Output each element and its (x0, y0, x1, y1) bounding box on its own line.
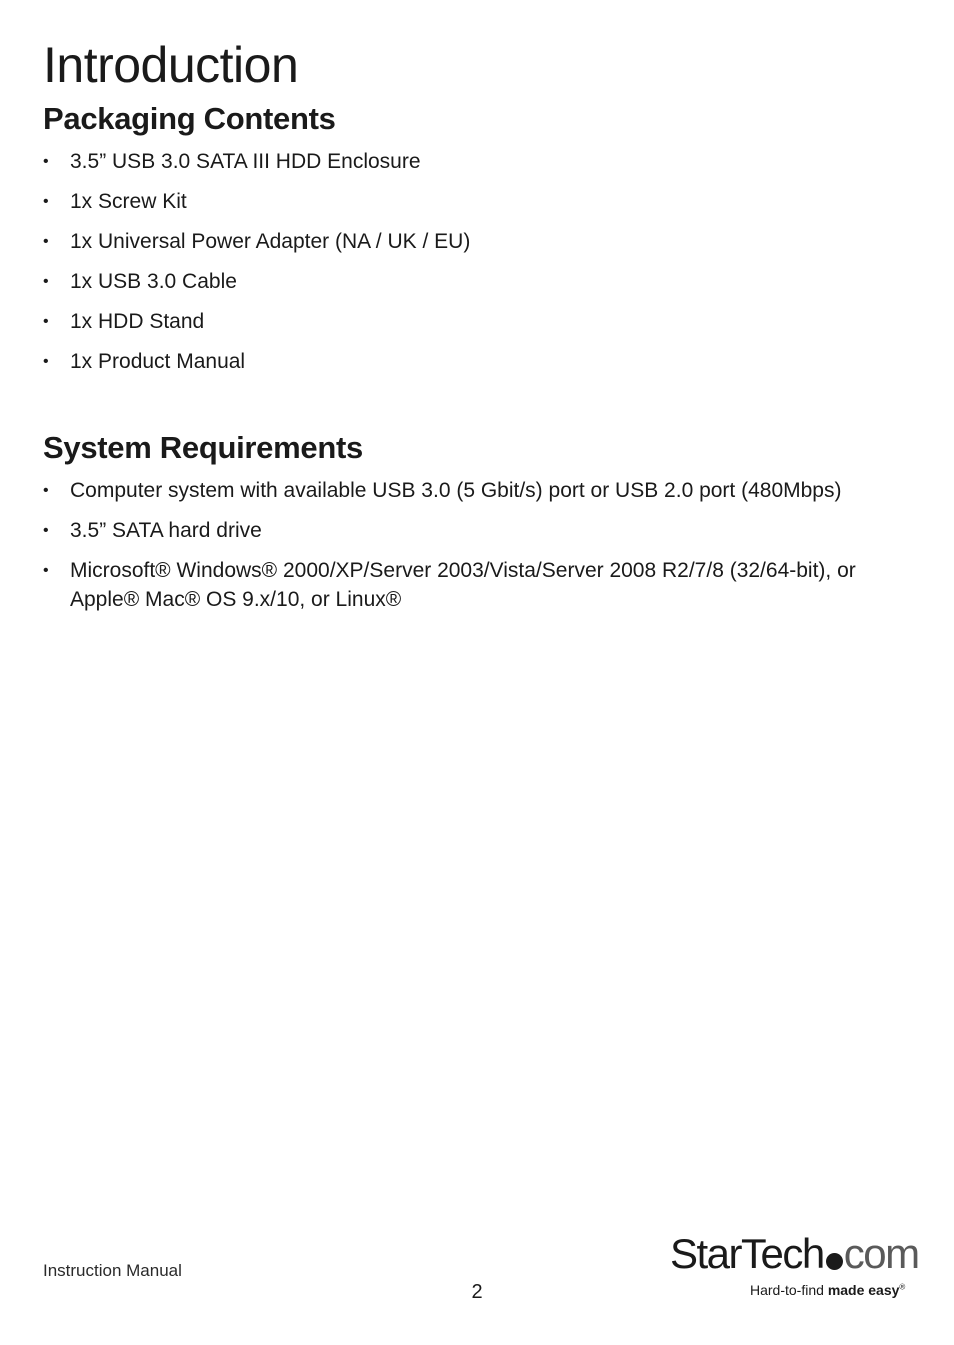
tagline-light: Hard-to-find (750, 1282, 824, 1298)
list-item (43, 516, 923, 545)
list-item (43, 227, 923, 256)
tagline-mark: ® (899, 1282, 906, 1292)
bullet-icon: • (43, 313, 49, 330)
list-item-text: 3.5” SATA hard drive (70, 519, 262, 542)
list-item-text: Microsoft® Windows® 2000/XP/Server 2003/Vista/Server 2008 R2/7/8 (32/64-bit), or Apple® Mac® OS 9.x/10, or Linux® (70, 559, 856, 611)
list-item-text: 1x HDD Stand (70, 310, 205, 333)
page-number: 2 (471, 1281, 483, 1303)
bullet-icon: • (43, 233, 49, 250)
logo-brand-left: StarTech (670, 1230, 824, 1277)
list-item (43, 267, 923, 296)
bullet-icon: • (43, 353, 49, 370)
list-item-text: 3.5” USB 3.0 SATA III HDD Enclosure (70, 150, 421, 173)
logo-tagline (750, 1282, 905, 1298)
list-item (43, 476, 923, 505)
startech-logo (670, 1228, 919, 1308)
bullet-icon: • (43, 273, 49, 290)
bullet-icon: • (43, 193, 49, 210)
tagline-bold: made easy (827, 1282, 900, 1298)
list-item-text: 1x USB 3.0 Cable (70, 270, 237, 293)
list-item (43, 307, 923, 336)
page-title: Introduction (43, 37, 299, 93)
bullet-icon: • (43, 562, 49, 579)
list-item (43, 187, 923, 216)
list-item-text: Computer system with available USB 3.0 (5 Gbit/s) port or USB 2.0 port (480Mbps) (70, 479, 842, 502)
list-item-text: 1x Universal Power Adapter (NA / UK / EU) (70, 230, 471, 253)
system-requirements-list (43, 476, 923, 625)
logo-dot-icon (826, 1253, 843, 1270)
bullet-icon: • (43, 153, 49, 170)
system-requirements-heading: System Requirements (43, 430, 363, 465)
list-item-text: 1x Screw Kit (70, 190, 187, 213)
list-item (43, 147, 923, 176)
packaging-contents-list (43, 147, 923, 387)
logo-wordmark (670, 1228, 919, 1280)
list-item (43, 347, 923, 376)
packaging-contents-heading: Packaging Contents (43, 101, 336, 136)
footer-document-label: Instruction Manual (43, 1261, 182, 1280)
list-item (43, 556, 923, 614)
logo-brand-right: com (843, 1230, 919, 1277)
bullet-icon: • (43, 482, 49, 499)
bullet-icon: • (43, 522, 49, 539)
list-item-text: 1x Product Manual (70, 350, 246, 373)
